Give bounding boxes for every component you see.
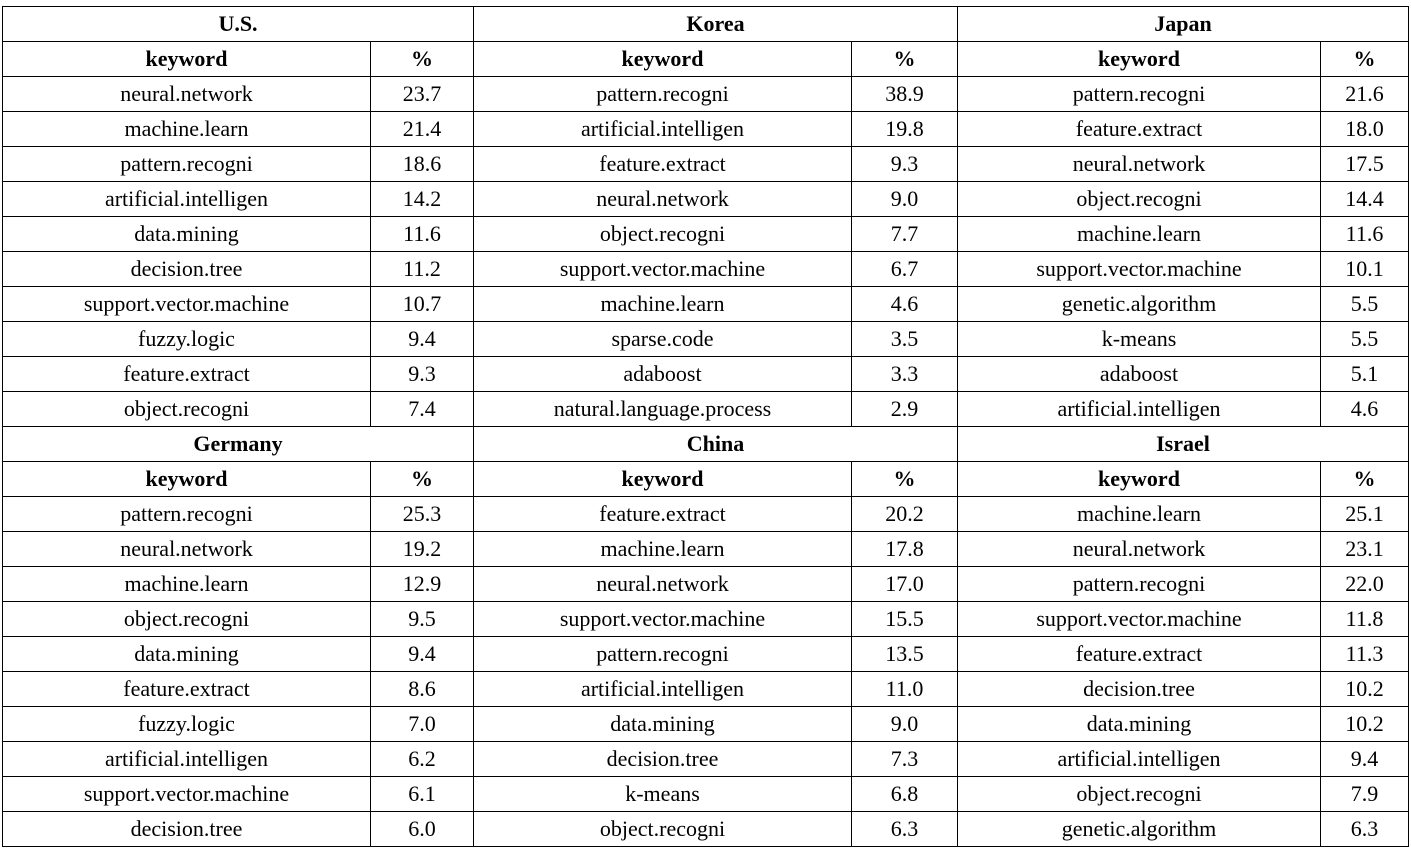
percent-cell: 6.2 [371,742,474,777]
table-row [3,567,1409,602]
keyword-cell: data.mining [474,707,852,742]
keyword-column-header: keyword [3,42,371,77]
keyword-cell: pattern.recogni [474,77,852,112]
keyword-cell: genetic.algorithm [958,287,1321,322]
percent-cell: 25.3 [371,497,474,532]
keyword-cell: fuzzy.logic [3,707,371,742]
percent-cell: 20.2 [852,497,958,532]
percent-cell: 13.5 [852,637,958,672]
percent-cell: 2.9 [852,392,958,427]
percent-cell: 8.6 [371,672,474,707]
keyword-cell: decision.tree [474,742,852,777]
keyword-cell: genetic.algorithm [958,812,1321,847]
keyword-cell: decision.tree [958,672,1321,707]
keyword-cell: neural.network [958,147,1321,182]
percent-cell: 5.5 [1321,287,1409,322]
keyword-cell: neural.network [3,77,371,112]
keyword-cell: feature.extract [958,112,1321,147]
percent-column-header: % [852,462,958,497]
keyword-cell: data.mining [3,217,371,252]
table-row [3,217,1409,252]
keyword-cell: data.mining [3,637,371,672]
keyword-cell: natural.language.process [474,392,852,427]
table-row [3,392,1409,427]
country-title-china: China [474,427,958,462]
percent-cell: 4.6 [852,287,958,322]
keyword-column-header: keyword [474,42,852,77]
table-row [3,742,1409,777]
percent-cell: 12.9 [371,567,474,602]
percent-cell: 7.7 [852,217,958,252]
keyword-cell: k-means [958,322,1321,357]
percent-cell: 6.1 [371,777,474,812]
table-row [3,112,1409,147]
keyword-cell: feature.extract [474,497,852,532]
percent-column-header: % [371,42,474,77]
column-header-row [3,462,1409,497]
percent-cell: 23.7 [371,77,474,112]
percent-cell: 17.5 [1321,147,1409,182]
percent-cell: 11.8 [1321,602,1409,637]
percent-cell: 9.3 [852,147,958,182]
table-row [3,602,1409,637]
table-row [3,287,1409,322]
country-header-row [3,427,1409,462]
percent-cell: 10.2 [1321,707,1409,742]
percent-cell: 6.0 [371,812,474,847]
percent-cell: 7.9 [1321,777,1409,812]
table-row [3,532,1409,567]
keyword-cell: neural.network [474,567,852,602]
keyword-percentage-table [2,6,1409,847]
keyword-cell: adaboost [958,357,1321,392]
percent-column-header: % [371,462,474,497]
table-row [3,182,1409,217]
percent-cell: 11.2 [371,252,474,287]
percent-cell: 14.2 [371,182,474,217]
keyword-cell: object.recogni [3,392,371,427]
column-header-row [3,42,1409,77]
keyword-cell: feature.extract [3,357,371,392]
keyword-cell: pattern.recogni [958,567,1321,602]
keyword-cell: object.recogni [474,812,852,847]
table-row [3,252,1409,287]
table-row [3,812,1409,847]
keyword-cell: feature.extract [958,637,1321,672]
keyword-cell: neural.network [958,532,1321,567]
percent-cell: 10.1 [1321,252,1409,287]
keyword-cell: support.vector.machine [474,602,852,637]
keyword-cell: artificial.intelligen [3,742,371,777]
keyword-cell: object.recogni [3,602,371,637]
percent-cell: 9.0 [852,707,958,742]
keyword-cell: machine.learn [3,567,371,602]
percent-cell: 6.3 [1321,812,1409,847]
keyword-cell: support.vector.machine [958,602,1321,637]
keyword-column-header: keyword [474,462,852,497]
percent-cell: 21.4 [371,112,474,147]
keyword-cell: pattern.recogni [958,77,1321,112]
percent-cell: 15.5 [852,602,958,637]
percent-column-header: % [852,42,958,77]
keyword-cell: sparse.code [474,322,852,357]
percent-cell: 10.7 [371,287,474,322]
percent-cell: 4.6 [1321,392,1409,427]
keyword-cell: feature.extract [474,147,852,182]
keyword-cell: artificial.intelligen [474,672,852,707]
keyword-cell: neural.network [3,532,371,567]
keyword-cell: artificial.intelligen [474,112,852,147]
country-title-korea: Korea [474,7,958,42]
keyword-cell: fuzzy.logic [3,322,371,357]
table-body [3,7,1409,847]
percent-cell: 18.0 [1321,112,1409,147]
table-row [3,672,1409,707]
table-row [3,497,1409,532]
percent-cell: 23.1 [1321,532,1409,567]
percent-cell: 5.1 [1321,357,1409,392]
percent-cell: 7.0 [371,707,474,742]
table-row [3,357,1409,392]
percent-cell: 7.4 [371,392,474,427]
keyword-cell: pattern.recogni [474,637,852,672]
keyword-cell: adaboost [474,357,852,392]
percent-cell: 21.6 [1321,77,1409,112]
percent-cell: 14.4 [1321,182,1409,217]
keyword-cell: pattern.recogni [3,147,371,182]
keyword-cell: k-means [474,777,852,812]
keyword-cell: machine.learn [3,112,371,147]
percent-cell: 3.5 [852,322,958,357]
percent-cell: 19.2 [371,532,474,567]
percent-cell: 9.3 [371,357,474,392]
percent-cell: 11.6 [371,217,474,252]
keyword-cell: support.vector.machine [958,252,1321,287]
table-row [3,637,1409,672]
percent-cell: 19.8 [852,112,958,147]
percent-cell: 3.3 [852,357,958,392]
table-row [3,322,1409,357]
percent-cell: 9.4 [371,637,474,672]
percent-cell: 9.4 [371,322,474,357]
country-title-israel: Israel [958,427,1409,462]
percent-cell: 9.4 [1321,742,1409,777]
country-title-u-s: U.S. [3,7,474,42]
percent-cell: 9.5 [371,602,474,637]
percent-cell: 38.9 [852,77,958,112]
keyword-column-header: keyword [958,42,1321,77]
keyword-cell: decision.tree [3,252,371,287]
percent-cell: 5.5 [1321,322,1409,357]
keyword-cell: support.vector.machine [3,777,371,812]
country-header-row [3,7,1409,42]
country-title-japan: Japan [958,7,1409,42]
percent-cell: 11.3 [1321,637,1409,672]
table-row [3,707,1409,742]
table-row [3,777,1409,812]
keyword-cell: machine.learn [474,532,852,567]
keyword-cell: object.recogni [958,182,1321,217]
keyword-cell: feature.extract [3,672,371,707]
percent-column-header: % [1321,462,1409,497]
percent-cell: 11.0 [852,672,958,707]
keyword-cell: decision.tree [3,812,371,847]
keyword-cell: data.mining [958,707,1321,742]
keyword-cell: support.vector.machine [474,252,852,287]
percent-cell: 17.8 [852,532,958,567]
percent-cell: 6.3 [852,812,958,847]
keyword-cell: machine.learn [474,287,852,322]
country-title-germany: Germany [3,427,474,462]
percent-cell: 22.0 [1321,567,1409,602]
keyword-cell: machine.learn [958,497,1321,532]
keyword-cell: artificial.intelligen [958,392,1321,427]
percent-cell: 10.2 [1321,672,1409,707]
percent-cell: 9.0 [852,182,958,217]
percent-cell: 18.6 [371,147,474,182]
keyword-cell: artificial.intelligen [3,182,371,217]
table-row [3,147,1409,182]
percent-cell: 11.6 [1321,217,1409,252]
keyword-cell: neural.network [474,182,852,217]
percent-cell: 17.0 [852,567,958,602]
table-row [3,77,1409,112]
percent-cell: 6.7 [852,252,958,287]
percent-cell: 6.8 [852,777,958,812]
keyword-column-header: keyword [3,462,371,497]
percent-column-header: % [1321,42,1409,77]
percent-cell: 7.3 [852,742,958,777]
keyword-cell: object.recogni [474,217,852,252]
keyword-cell: pattern.recogni [3,497,371,532]
keyword-cell: object.recogni [958,777,1321,812]
keyword-cell: artificial.intelligen [958,742,1321,777]
percent-cell: 25.1 [1321,497,1409,532]
keyword-cell: support.vector.machine [3,287,371,322]
keyword-column-header: keyword [958,462,1321,497]
keyword-cell: machine.learn [958,217,1321,252]
